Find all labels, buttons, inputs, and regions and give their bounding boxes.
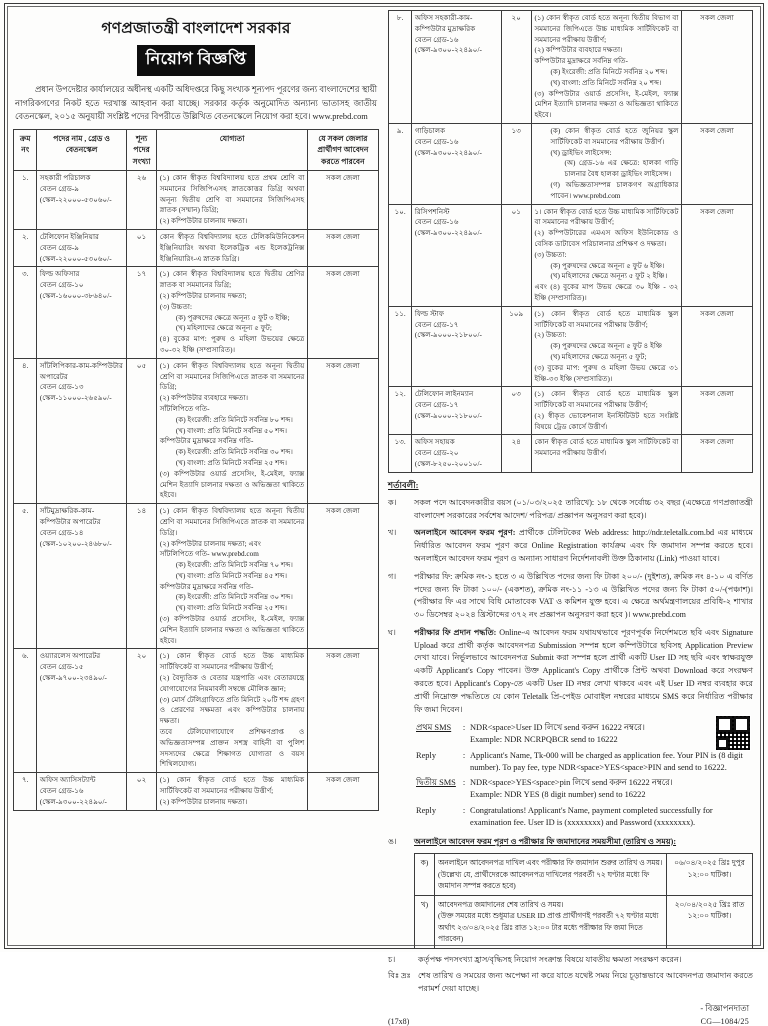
condition-lead: অনলাইনে আবেদন ফরম পূরণ: bbox=[414, 528, 519, 538]
table-row bbox=[14, 267, 379, 358]
cell-district: সকল জেলা bbox=[307, 773, 378, 810]
condition-text: পরীক্ষার ফি প্রদান পদ্ধতি: Online-এ আবেদন ফরম যথাযথভাবে পূরণপূর্বক নির্দেশমতে ছবি এবং Signature Upload করে প্রার্থী কর্তৃক আবেদনপত্র Submission সম্পন্ন হলে কম্পিউটারে ছবিসহ Application Preview দেখা যাবে। নির্ভুলভাবে আবেদনপত্র Submit করা সম্পন্ন হলে প্রার্থী একটি User ID সহ ছবি এবং স্বাক্ষরযুক্ত একটি Applicant's Copy পাবেন। উক্ত Applicant's Copy প্রার্থীকে প্রিন্ট অথবা Download করে সংরক্ষণ করতে হবে। Applicant's Copy-তে একটি User ID নম্বর লেখা থাকবে এবং এই User ID নম্বর ব্যবহার করে প্রার্থী নিম্নোক্ত পদ্ধতিতে যে কোন Teletalk প্রি-পেইড মোবাইল নম্বরের মাধ্যমে SMS করে নির্ধারিত পরীক্ষার ফি জমা দিবেন। bbox=[414, 627, 753, 714]
post-line: বেতন গ্রেড-১৭ bbox=[414, 401, 459, 410]
closing-note bbox=[388, 970, 753, 996]
condition-item bbox=[388, 627, 753, 716]
table-row bbox=[14, 358, 379, 503]
post-line: (স্কেল-৯৩০০-২২৪৯০/- bbox=[414, 148, 482, 157]
cell-district: সকল জেলা bbox=[681, 204, 752, 306]
qualification-line: (২) কম্পিউটারের এমএস অফিস ইউনিকোড ও বেসিক ডাটাবেস পরিচালনার প্রশিক্ষণ ও দক্ষতা। bbox=[534, 229, 679, 248]
table-row bbox=[389, 387, 753, 435]
cell-vacancy: ২০ bbox=[501, 11, 531, 124]
cell-qualification bbox=[531, 435, 681, 472]
cell-district: সকল জেলা bbox=[307, 504, 378, 649]
qualification-line: (খ) বাংলা: প্রতি মিনিটে সর্বনিম্ন ২৫ শব্দ। bbox=[175, 604, 288, 613]
qualification-line: (২) কম্পিউটার চালনায় দক্ষতা। bbox=[159, 797, 248, 806]
cell-qualification bbox=[531, 11, 681, 124]
post-line: ফিল্ড স্টাফ bbox=[414, 309, 444, 318]
cell-qualification bbox=[157, 649, 307, 773]
cell-serial: ২. bbox=[14, 229, 37, 266]
deadline-key: ঙ। bbox=[388, 836, 397, 846]
condition-text: সকল পদে আবেদনকারীর বয়স (০১/০৩/২০২৫ তারিখে): ১৮ থেকে সর্বোচ্চ ৩২ বছর (এক্ষেত্রে গণপ্রজাতন্ত্রী বাংলাদেশ সরকারের সর্বশেষ আদেশ/ পরিপত্র/ প্রজ্ঞাপন অনুসরণ করা হবে)। bbox=[414, 497, 753, 520]
cell-district: সকল জেলা bbox=[681, 306, 752, 387]
cell-post-name bbox=[37, 773, 126, 810]
post-line: (স্কেল-৯০০০-২১৮০০/- bbox=[414, 411, 482, 420]
table-row bbox=[389, 306, 753, 387]
condition-lead: পরীক্ষার ফি প্রদান পদ্ধতি: bbox=[414, 627, 500, 637]
post-line: ওয়্যারলেস অপারেটর bbox=[39, 652, 101, 661]
qualification-line: (খ) বাংলা: প্রতি মিনিটে সর্বনিম্ন ২৫ শব্দ। bbox=[175, 458, 288, 467]
condition-item bbox=[388, 497, 753, 523]
post-line: (স্কেল-২২০০০-৫৩০৬০/- bbox=[39, 195, 112, 204]
condition-key: ক। bbox=[388, 497, 397, 507]
cell-vacancy: ১০৯ bbox=[501, 306, 531, 387]
sms-row bbox=[388, 804, 753, 832]
cell-district: সকল জেলা bbox=[681, 11, 752, 124]
qualification-line: এবং (৪) বুকের মাপ উভয় ক্ষেত্রে ৩০ ইঞ্চি - ৩২ ইঞ্চি (সম্প্রসারিত)। bbox=[534, 283, 679, 302]
cell-vacancy: ০১ bbox=[501, 204, 531, 306]
cell-post-name bbox=[412, 306, 501, 387]
cell-post-name bbox=[37, 267, 126, 358]
qualification-line: (খ) ড্রাইভিং লাইসেন্স: bbox=[550, 148, 612, 157]
qualification-line: ১। কোন স্বীকৃত বোর্ড হতে উচ্চ মাধ্যমিক সার্টিফিকেট বা সমমানের পরীক্ষায় উত্তীর্ণ; bbox=[534, 207, 679, 227]
deadline-row bbox=[415, 895, 753, 948]
qualification-line: (২) কম্পিউটার ব্যবহারে দক্ষতা। bbox=[534, 46, 623, 55]
cell-vacancy: ২০ bbox=[126, 649, 157, 773]
deadline-subnote: (উক্ত সময়ের মধ্যে শুধুমাত্র USER ID প্রাপ্ত প্রার্থীগণই পরবর্তী ৭২ ঘণ্টার মধ্যে অর্থাৎ ২৩/০৪/২০২৫ খ্রিঃ রাত ১২:০০ টার মধ্যে পরীক্ষার ফি জমা দিতে পারবেন) bbox=[438, 911, 659, 944]
cell-post-name bbox=[412, 204, 501, 306]
condition-key: গ। bbox=[388, 571, 397, 581]
qualification-line: (খ) মহিলাদের ক্ষেত্রে অনূন্য ৫ ফুট; bbox=[550, 352, 647, 361]
table-row bbox=[389, 123, 753, 204]
table-row bbox=[14, 229, 379, 266]
cell-serial: ১২. bbox=[389, 387, 412, 435]
cell-serial: ৬. bbox=[14, 649, 37, 773]
deadline-row bbox=[415, 854, 753, 895]
deadline-table bbox=[414, 853, 753, 948]
cell-vacancy: ০৩ bbox=[501, 387, 531, 435]
cell-district: সকল জেলা bbox=[307, 358, 378, 503]
cell-post-name bbox=[412, 435, 501, 472]
cell-qualification bbox=[157, 171, 307, 230]
qualification-line: (খ) বাংলা: প্রতি মিনিটে সর্বনিম্ন ৪৫ শব্দ। bbox=[175, 571, 288, 580]
qualification-line: (৩) কম্পিউটার ওয়ার্ড প্রসেসিং, ই-মেইল, ফ্যাক্স মেশিন ইত্যাদি চালনার দক্ষতা ও অভিজ্ঞতা থাকিতে হইবে। bbox=[159, 615, 305, 645]
cell-post-name bbox=[412, 11, 501, 124]
post-line: বেতন গ্রেড-১৬ bbox=[414, 218, 459, 227]
cell-qualification bbox=[157, 229, 307, 266]
qualification-line: (খ) মহিলাদের ক্ষেত্রে অনূন্য ৫ ফুট ২ ইঞ্চি। bbox=[550, 272, 668, 281]
sms-label: Reply bbox=[416, 750, 437, 760]
cell-district: সকল জেলা bbox=[681, 435, 752, 472]
cell-post-name bbox=[412, 387, 501, 435]
job-posts-table bbox=[13, 129, 379, 811]
post-line: বেতন গ্রেড-১৬ bbox=[414, 137, 459, 146]
condition-text: পরীক্ষার ফি: ক্রমিক নং-১ হতে ৩ এ উল্লিখিত পদের জন্য ফি টাকা ২০০/- (দুইশত), ক্রমিক নং ৪-১০ এ বর্ণিত পদের জন্য ফি টাকা ১০০/- (একশত), ক্রমিক নং-১১ -১৩ এ উল্লিখিত পদের জন্য ফি টাকা ৫০/-(পঞ্চাশ)। (পরীক্ষার ফি এর সাথে বিধি মোতাবেক VAT ও কমিশন যুক্ত হবে। এ ক্ষেত্রে অর্থমন্ত্রণালয়ের প্রবিধি-২ শাখার ৩০ ডিসেম্বর ২০২৪ খ্রিস্টাব্দের ৩৭২ নং প্রজ্ঞাপন অনুসরণ করা হবে )। www.prebd.com bbox=[414, 571, 753, 620]
qualification-line: কম্পিউটার মুদ্রাক্ষরে সর্বনিম্ন গতি- bbox=[159, 582, 254, 591]
qualification-line: (ক) পুরুষদের ক্ষেত্রে অনূন্য ৫ ফুট ৪ ইঞ্চি bbox=[550, 342, 663, 351]
post-line: (স্কেল-৯৩০০-২২৪৯০/- bbox=[414, 229, 482, 238]
post-line: টেলিফোন ইঞ্জিনিয়ার bbox=[39, 232, 99, 241]
closing-note bbox=[388, 954, 753, 967]
qr-code-icon bbox=[715, 715, 751, 751]
col-header-district: যে সকল জেলার প্রার্থীগণ আবেদন করতে পারবেন bbox=[307, 129, 378, 170]
post-line: বেতন গ্রেড-২০ bbox=[414, 449, 459, 458]
sms-label: দ্বিতীয় SMS bbox=[416, 778, 456, 788]
qualification-line: (অ) গ্রেড-১৬ এর ক্ষেত্রে: হালকা গাড়ি চালনার বৈধ হালকা ড্রাইভিং লাইসেন্স। bbox=[564, 159, 679, 179]
cell-vacancy: ২৪ bbox=[501, 435, 531, 472]
sms-label: প্রথম SMS bbox=[416, 723, 452, 733]
post-line: গাড়িচালক bbox=[414, 126, 446, 135]
deadline-heading: অনলাইনে আবেদন ফরম পূরণ ও পরীক্ষার ফি জমাদানের সময়সীমা (তারিখ ও সময়): bbox=[414, 836, 677, 846]
cell-post-name bbox=[412, 123, 501, 204]
conditions-list bbox=[388, 497, 753, 717]
qualification-line: (১) কোন স্বীকৃত বোর্ড হতে অনূন্য দ্বিতীয় বিভাগ বা সমমানের জিপিএতে উচ্চ মাধ্যমিক সার্টিফিকেট বা সমমানের পরীক্ষায় উত্তীর্ণ; bbox=[534, 14, 679, 44]
qualification-line: (ক) পুরুষদের ক্ষেত্রে অনূন্য ৫ ফুট ৬ ইঞ্চি। bbox=[550, 261, 665, 270]
cell-qualification bbox=[157, 504, 307, 649]
col-header-serial: ক্রম নং bbox=[14, 129, 37, 170]
condition-item bbox=[388, 527, 753, 565]
post-line: ফিল্ড অফিসার bbox=[39, 270, 80, 279]
cell-qualification bbox=[531, 387, 681, 435]
qualification-line: (ক) ইংরেজী: প্রতি মিনিটে সর্বনিম্ন ৮০ শব্দ। bbox=[175, 415, 293, 424]
cell-vacancy: ০৫ bbox=[126, 358, 157, 503]
post-line: অফিস অ্যাসিসট্যান্ট bbox=[39, 776, 96, 785]
post-line: বেতন গ্রেড-১৫ bbox=[39, 663, 84, 672]
post-line: রিসিপশনিস্ট bbox=[414, 207, 450, 216]
qualification-line: (২) বৈদ্যুতিক ও বেতার যন্ত্রপাতি এবং বেতারযন্ত্রে যোগাযোগের নিয়মাবলী সম্বন্ধে মৌলিক জ্ঞান; bbox=[159, 674, 305, 693]
qualification-line: (২) কম্পিউটার ব্যবহারে দক্ষতা। bbox=[159, 394, 249, 403]
qualification-line: (ক) কোন স্বীকৃত বোর্ড হতে জুনিয়র স্কুল সার্টিফিকেট বা সমমানের পরীক্ষায় উত্তীর্ণ। bbox=[550, 126, 679, 146]
qualification-line: কোন স্বীকৃত বিশ্ববিদ্যালয় হতে টেলিকমিউনিকেশন ইঞ্জিনিয়ারিং অথবা ইলেকট্রিক এন্ড ইলেকট্রনিক্স ইঞ্জিনিয়ারিং-এ স্নাতক ডিগ্রি। bbox=[159, 232, 305, 263]
qualification-line: (ক) ইংরেজী: প্রতি মিনিটে সর্বনিম্ন ২০ শব্দ। bbox=[550, 67, 668, 76]
note-key: চ। bbox=[388, 954, 396, 964]
intro-paragraph: প্রধান উপদেষ্টার কার্যালয়ের অধীনস্থ একটি অধিদপ্তরে কিছু সংখ্যক শূন্যপদ পূরণের জন্য বাংলাদেশের স্থায়ী নাগরিকগণের নিকট হতে দরখাস্ত আহবান করা যাচ্ছে। সরকার কর্তৃক অনুমোদিত অন্যান্য ভাতাসহ জাতীয় বেতনস্কেল, ২০১৫ অনুযায়ী সংশ্লিষ্ট পদের বিপরীতে উল্লিখিত বেতনস্কেলে নিয়োগ করা হবে। www.prebd.com bbox=[15, 85, 377, 122]
qualification-line: কম্পিউটার মুদ্রাক্ষরে সর্বনিম্ন গতি- bbox=[534, 57, 628, 66]
post-line: বেতন গ্রেড-৯ bbox=[39, 184, 79, 193]
qualification-line: (৩) কম্পিউটার ওয়ার্ড প্রসেসিং, ই-মেইল, ফ্যাক্স মেশিন ইত্যাদি চালনার দক্ষতা ও অভিজ্ঞতা থাকিতে হইবে। bbox=[534, 89, 679, 120]
qualification-line: (১) কোন স্বীকৃত বিশ্ববিদ্যালয় হতে অনূন্য দ্বিতীয় শ্রেণি বা সমমানের সিজিপিএতে স্নাতক বা সমমানের ডিগ্রি। bbox=[159, 507, 305, 537]
qualification-line: (২) স্বীকৃত ভোকেশনাল ইনস্টিটিউট হতে সংশ্লিষ্ট বিষয়ে ট্রেড কোর্সে উত্তীর্ণ। bbox=[534, 411, 679, 431]
post-line: অফিস সহায়ক bbox=[414, 438, 455, 447]
right-column bbox=[383, 8, 756, 1026]
qualification-line: (১) কোন স্বীকৃত বোর্ড হতে মাধ্যমিক স্কুল সার্টিফিকেট বা সমমানের পরীক্ষায় উত্তীর্ণ; bbox=[534, 390, 679, 410]
qualification-line: (গ) অভিজ্ঞতাসম্পন্ন চালকগণ অগ্রাধিকার পাবেন। www.prebd.com bbox=[550, 180, 679, 200]
cell-serial: ১০. bbox=[389, 204, 412, 306]
qualification-line: (ক) ইংরেজী: প্রতি মিনিটে সর্বনিম্ন ৭০ শব্দ। bbox=[175, 561, 293, 570]
qualification-line: (১) কোন স্বীকৃত বোর্ড হতে উচ্চ মাধ্যমিক সার্টিফিকেট বা সমমানের পরীক্ষায় উত্তীর্ণ; bbox=[159, 652, 305, 672]
cell-serial: ৯. bbox=[389, 123, 412, 204]
cell-post-name bbox=[37, 229, 126, 266]
sms-table bbox=[388, 721, 753, 831]
sms-colon: : bbox=[462, 805, 466, 815]
cell-serial: ১. bbox=[14, 171, 37, 230]
qualification-line: (ক) পুরুষদের ক্ষেত্রে অনূন্য ৫ ফুট ৩ ইঞ্চি; bbox=[175, 313, 290, 322]
left-column bbox=[10, 8, 383, 943]
condition-key: ঘ। bbox=[388, 627, 396, 637]
post-line: বেতন গ্রেড-৯ bbox=[39, 243, 79, 252]
deadline-description: আবেদনপত্র জমাদানের শেষ তারিখ ও সময়। (উক্ত সময়ের মধ্যে শুধুমাত্র USER ID প্রাপ্ত প্রার্থীগণই পরবর্তী ৭২ ঘণ্টার মধ্যে অর্থাৎ ২৩/০৪/২০২৫ খ্রিঃ রাত ১২:০০ টার মধ্যে পরীক্ষার ফি জমা দিতে পারবেন) bbox=[435, 895, 667, 948]
note-text: শেষ তারিখ ও সময়ের জন্য অপেক্ষা না করে যাতে যথেষ্ট সময় নিয়ে চূড়ান্তভাবে আবেদনপত্র জমাদান করতে পরামর্শ দেয়া যাচ্ছে। bbox=[418, 971, 753, 994]
footer-codes bbox=[388, 1017, 753, 1026]
table-header-row bbox=[14, 129, 379, 170]
conditions-heading: শর্তাবলী: bbox=[388, 479, 419, 490]
qualification-line: সাঁটলিপিতে গতি- bbox=[159, 404, 210, 413]
qualification-line: (৩) উচ্চতা: bbox=[159, 302, 192, 311]
sms-colon: : bbox=[462, 723, 466, 733]
qualification-line: তবে টেলিযোগাযোগে প্রশিক্ষণপ্রাপ্ত ও অভিজ্ঞতাসম্পন্ন প্রাক্তন সশস্ত্র বাহিনী বা পুলিশ সদস্যদের ক্ষেত্রে শিক্ষাগত যোগ্যতা ও বয়স শিথিলযোগ্য। bbox=[159, 728, 305, 769]
deadline-row-key: খ) bbox=[415, 895, 435, 948]
cell-vacancy: ১৪ bbox=[126, 504, 157, 649]
sms-row bbox=[388, 776, 753, 804]
qualification-line: (৩) বুকের মাপ: পুরুষ ও মহিলা উভয় ক্ষেত্রে ৩১ ইঞ্চি-৩৩ ইঞ্চি (সম্প্রসারিত)। bbox=[534, 363, 679, 383]
page-title: নিয়োগ বিজ্ঞপ্তি bbox=[137, 45, 256, 76]
post-line: (স্কেল-১১০০০-২৬৫৯০/- bbox=[39, 394, 112, 403]
qualification-line: (খ) বাংলা: প্রতি মিনিটে সর্বনিম্ন ২০ শব্দ। bbox=[550, 78, 662, 87]
qualification-line: (২) কম্পিউটার চালনায় দক্ষতা। bbox=[159, 217, 248, 226]
cell-post-name bbox=[37, 171, 126, 230]
sms-colon: : bbox=[462, 750, 466, 760]
qualification-line: (৩) মোর্স টেলিগ্রাফিতে প্রতি মিনিটে ২০টি শব্দ গ্রহণ ও প্রেরণের সক্ষমতা এবং কম্পিউটার চালনায় দক্ষতা। bbox=[159, 695, 305, 726]
col-header-post: পদের নাম , গ্রেড ও বেতনস্কেল bbox=[37, 129, 126, 170]
qualification-line: (২) কম্পিউটার চালনায় দক্ষতা; এবং bbox=[159, 539, 262, 548]
cell-qualification bbox=[157, 358, 307, 503]
cg-code: CG—1084/25 bbox=[700, 1016, 749, 1026]
sms-row bbox=[388, 749, 753, 777]
qualification-line: (৩) উচ্চতা: bbox=[534, 250, 567, 259]
qualification-line: (ক) ইংরেজী: প্রতি মিনিটে সর্বনিম্ন ৩০ শব্দ। bbox=[175, 448, 293, 457]
document-header bbox=[13, 10, 379, 81]
cell-qualification bbox=[531, 306, 681, 387]
sms-colon: : bbox=[462, 778, 466, 788]
qualification-line: (১) কোন স্বীকৃত বিশ্ববিদ্যালয় হতে দ্বিতীয় শ্রেণির স্নাতক বা সমমানের ডিগ্রি; bbox=[159, 270, 305, 290]
qualification-line: (৩) কম্পিউটার ওয়ার্ড প্রসেসিং, ই-মেইল, ফ্যাক্স মেশিন ইত্যাদি চালনার দক্ষতা ও অভিজ্ঞতা থাকিতে হইবে। bbox=[159, 469, 305, 500]
qualification-line: (১) কোন স্বীকৃত বিশ্ববিদ্যালয় হতে প্রথম শ্রেণি বা সমমানের সিজিপিএসহ স্নাতকোত্তর ডিগ্রি অথবা অনূন্য দ্বিতীয় শ্রেণি বা সমমানের সিজিপিএসহ স্নাতক (সম্মান) ডিগ্রি; bbox=[159, 174, 305, 215]
dimension-code: (17x8) bbox=[388, 1016, 410, 1026]
post-line: (স্কেল-২২০০০-৫৩০৬০/- bbox=[39, 254, 112, 263]
cell-district: সকল জেলা bbox=[307, 229, 378, 266]
sms-text: NDR<space>YES<space>pin লিখে send করুন 16222 নম্বরে। Example: NDR YES (8 digit number) send to 16222 bbox=[470, 778, 673, 800]
post-line: সাঁটমুদ্রাক্ষরিক-কাম-কম্পিউটার অপারেটর bbox=[39, 507, 101, 526]
post-line: (স্কেল-৯৭০০-২৩৪৯০/- bbox=[39, 674, 107, 683]
post-line: সহকারী পরিচালক bbox=[39, 174, 91, 182]
deadline-heading-row bbox=[388, 836, 753, 849]
table-body-right bbox=[389, 11, 753, 473]
post-line: (স্কেল-৯০০০-২১৮০০/- bbox=[414, 331, 482, 340]
note-key: বিঃ দ্রঃ bbox=[388, 971, 411, 981]
col-header-vacancy: শূন্য পদের সংখ্যা bbox=[126, 129, 157, 170]
sms-text: Applicant's Name, Tk-000 will be charged as application fee. Your PIN is (8 digit number). To pay fee, type NDR<space>YES<space>PIN and send to 16222. bbox=[470, 750, 743, 772]
table-row bbox=[14, 649, 379, 773]
cell-serial: ১৩. bbox=[389, 435, 412, 472]
condition-text: অনলাইনে আবেদন ফরম পূরণ: প্রার্থীকে টেলিটকের Web address: http://ndr.teletalk.com.bd এর মাধ্যমে নির্ধারিত আবেদন ফরম পূরণ করে Online Registration কার্যক্রম এবং ফি জমাদান সম্পন্ন করতে হবে। অনলাইনে আবেদন ফরম পূরণ ও অন্যান্য সাধারণ নির্দেশনাবলী উক্ত ঠিকানায় (Link) পাওয়া যাবে। bbox=[414, 528, 753, 563]
qualification-line: (১) কোন স্বীকৃত বোর্ড হতে মাধ্যমিক স্কুল সার্টিফিকেট বা সমমানের পরীক্ষায় উত্তীর্ণ; bbox=[534, 309, 679, 329]
qualification-line: (১) কোন স্বীকৃত বিশ্ববিদ্যালয় হতে অনূন্য দ্বিতীয় শ্রেণি বা সমমানের সিজিপিএতে স্নাতক বা সমমানের ডিগ্রি; bbox=[159, 361, 305, 392]
cell-district: সকল জেলা bbox=[307, 171, 378, 230]
table-row bbox=[14, 171, 379, 230]
deadline-row-key: ক) bbox=[415, 854, 435, 895]
qualification-line: (১) কোন স্বীকৃত বোর্ড হতে উচ্চ মাধ্যমিক সার্টিফিকেট বা সমমানের পরীক্ষায় উত্তীর্ণ; bbox=[159, 776, 305, 796]
cell-district: সকল জেলা bbox=[307, 649, 378, 773]
cell-district: সকল জেলা bbox=[681, 387, 752, 435]
cell-serial: ৭. bbox=[14, 773, 37, 810]
deadline-subnote: (উল্লেখ্য যে, প্রার্থীদেরকে আবেদনপত্র দাখিলের পরবর্তী ৭২ ঘণ্টার মধ্যে ফি জমাদান সম্পন্ন করতে হবে) bbox=[438, 869, 650, 891]
post-line: টেলিফোন লাইনম্যান bbox=[414, 390, 474, 399]
table-row bbox=[389, 11, 753, 124]
post-line: (স্কেল-৮২৫০-২০০১০/- bbox=[414, 460, 482, 469]
two-column-layout bbox=[10, 8, 758, 1026]
government-name: গণপ্রজাতন্ত্রী বাংলাদেশ সরকার bbox=[101, 20, 291, 37]
cell-vacancy: ২৬ bbox=[126, 171, 157, 230]
sms-text: NDR<space>User ID লিখে send করুন 16222 নম্বরে। Example: NDR NCRPQBCR send to 16222 bbox=[470, 723, 645, 745]
cell-post-name bbox=[37, 649, 126, 773]
cell-district: সকল জেলা bbox=[681, 123, 752, 204]
post-line: অফিস সহকারী-কাম-কম্পিউটার মুদ্রাক্ষরিক bbox=[414, 14, 476, 33]
condition-key: খ। bbox=[388, 528, 397, 538]
qualification-line: (খ) বাংলা: প্রতি মিনিটে সর্বনিম্ন ৫০ শব্দ। bbox=[175, 426, 288, 435]
qualification-line: কোন স্বীকৃত বোর্ড হতে মাধ্যমিক স্কুল সার্টিফিকেট বা সমমানের পরীক্ষায় উত্তীর্ণ। bbox=[534, 438, 679, 458]
cell-district: সকল জেলা bbox=[307, 267, 378, 358]
post-line: সাঁটলিপিকার-কাম-কম্পিউটার অপারেটর bbox=[39, 361, 123, 381]
deadline-time: ২০/০৪/২০২৫ খ্রিঃ রাত ১২:০০ ঘটিকা। bbox=[667, 895, 753, 948]
cell-qualification bbox=[157, 267, 307, 358]
condition-item bbox=[388, 571, 753, 622]
post-line: বেতন গ্রেড-১৭ bbox=[414, 320, 459, 329]
post-line: (স্কেল-৯৩০০-২২৪৯০/- bbox=[414, 46, 482, 55]
cell-vacancy: ১৩ bbox=[501, 123, 531, 204]
qualification-line: (৪) বুকের মাপ: পুরুষ ও মহিলা উভয়ের ক্ষেত্রে ৩০-৩২ ইঞ্চি (সম্প্রসারিত)। bbox=[159, 335, 305, 354]
cell-vacancy: ০১ bbox=[126, 229, 157, 266]
cell-vacancy: ০২ bbox=[126, 773, 157, 810]
qualification-line: সাঁটলিপিতে গতি- www.prebd.com bbox=[159, 550, 259, 559]
cell-serial: ১১. bbox=[389, 306, 412, 387]
sms-label: Reply bbox=[416, 805, 437, 815]
post-line: বেতন গ্রেড-১৪ bbox=[39, 528, 84, 537]
sms-text: Congratulations! Applicant's Name, payment completed successfully for examination fee. User ID is (xxxxxxxx) and Password (xxxxxxxx). bbox=[470, 805, 713, 827]
cell-post-name bbox=[37, 358, 126, 503]
cell-qualification bbox=[531, 123, 681, 204]
note-text: কর্তৃপক্ষ পদসংখ্যা হ্রাস/বৃদ্ধিসহ নিয়োগ সংক্রান্ত বিষয়ে যাবতীয় ক্ষমতা সংরক্ষণ করেন। bbox=[418, 954, 682, 964]
sms-row bbox=[388, 721, 753, 749]
table-row bbox=[14, 773, 379, 810]
cell-serial: ৪. bbox=[14, 358, 37, 503]
post-line: বেতন গ্রেড-১০ bbox=[39, 281, 84, 290]
qualification-line: কম্পিউটার মুদ্রাক্ষরে সর্বনিম্ন গতি- bbox=[159, 437, 254, 446]
post-line: (স্কেল-১০২০০-২৪৬৮০/- bbox=[39, 539, 112, 548]
sms-instructions-block bbox=[388, 721, 753, 831]
cell-serial: ৮. bbox=[389, 11, 412, 124]
table-body-left bbox=[14, 171, 379, 811]
table-row bbox=[389, 435, 753, 472]
advertiser-signature: - বিজ্ঞাপনদাতা bbox=[700, 1003, 749, 1013]
qualification-line: (২) উচ্চতা: bbox=[534, 331, 567, 340]
table-row bbox=[14, 504, 379, 649]
col-header-qualification: যোগ্যতা bbox=[157, 129, 307, 170]
deadline-time: ০৬/০৪/২০২৫ খ্রিঃ দুপুর ১২:০০ ঘটিকা। bbox=[667, 854, 753, 895]
cell-vacancy: ১৭ bbox=[126, 267, 157, 358]
cell-post-name bbox=[37, 504, 126, 649]
qualification-line: (খ) মহিলাদের ক্ষেত্রে অনূন্য ৫ ফুট; bbox=[175, 324, 272, 333]
cell-serial: ৩. bbox=[14, 267, 37, 358]
qualification-line: (ক) ইংরেজী: প্রতি মিনিটে সর্বনিম্ন ৩০ শব্দ। bbox=[175, 593, 293, 602]
cell-qualification bbox=[531, 204, 681, 306]
deadline-description: অনলাইনে আবেদনপত্র দাখিল এবং পরীক্ষার ফি জমাদান শুরুর তারিখ ও সময়। (উল্লেখ্য যে, প্রার্থীদেরকে আবেদনপত্র দাখিলের পরবর্তী ৭২ ঘণ্টার মধ্যে ফি জমাদান সম্পন্ন করতে হবে) bbox=[435, 854, 667, 895]
post-line: বেতন গ্রেড-১৬ bbox=[414, 35, 459, 44]
table-row bbox=[389, 204, 753, 306]
post-line: বেতন গ্রেড-১৩ bbox=[39, 383, 84, 392]
post-line: বেতন গ্রেড-১৬ bbox=[39, 787, 84, 796]
closing-notes bbox=[388, 954, 753, 996]
job-posts-table-continued bbox=[388, 10, 753, 473]
post-line: (স্কেল-৯৩০০-২২৪৯০/- bbox=[39, 797, 107, 806]
qualification-line: (২) কম্পিউটার চালনায় দক্ষতা; bbox=[159, 291, 247, 300]
post-line: (স্কেল-১৬০০০-৩৮৬৪০/- bbox=[39, 291, 112, 300]
cell-serial: ৫. bbox=[14, 504, 37, 649]
cell-qualification bbox=[157, 773, 307, 810]
